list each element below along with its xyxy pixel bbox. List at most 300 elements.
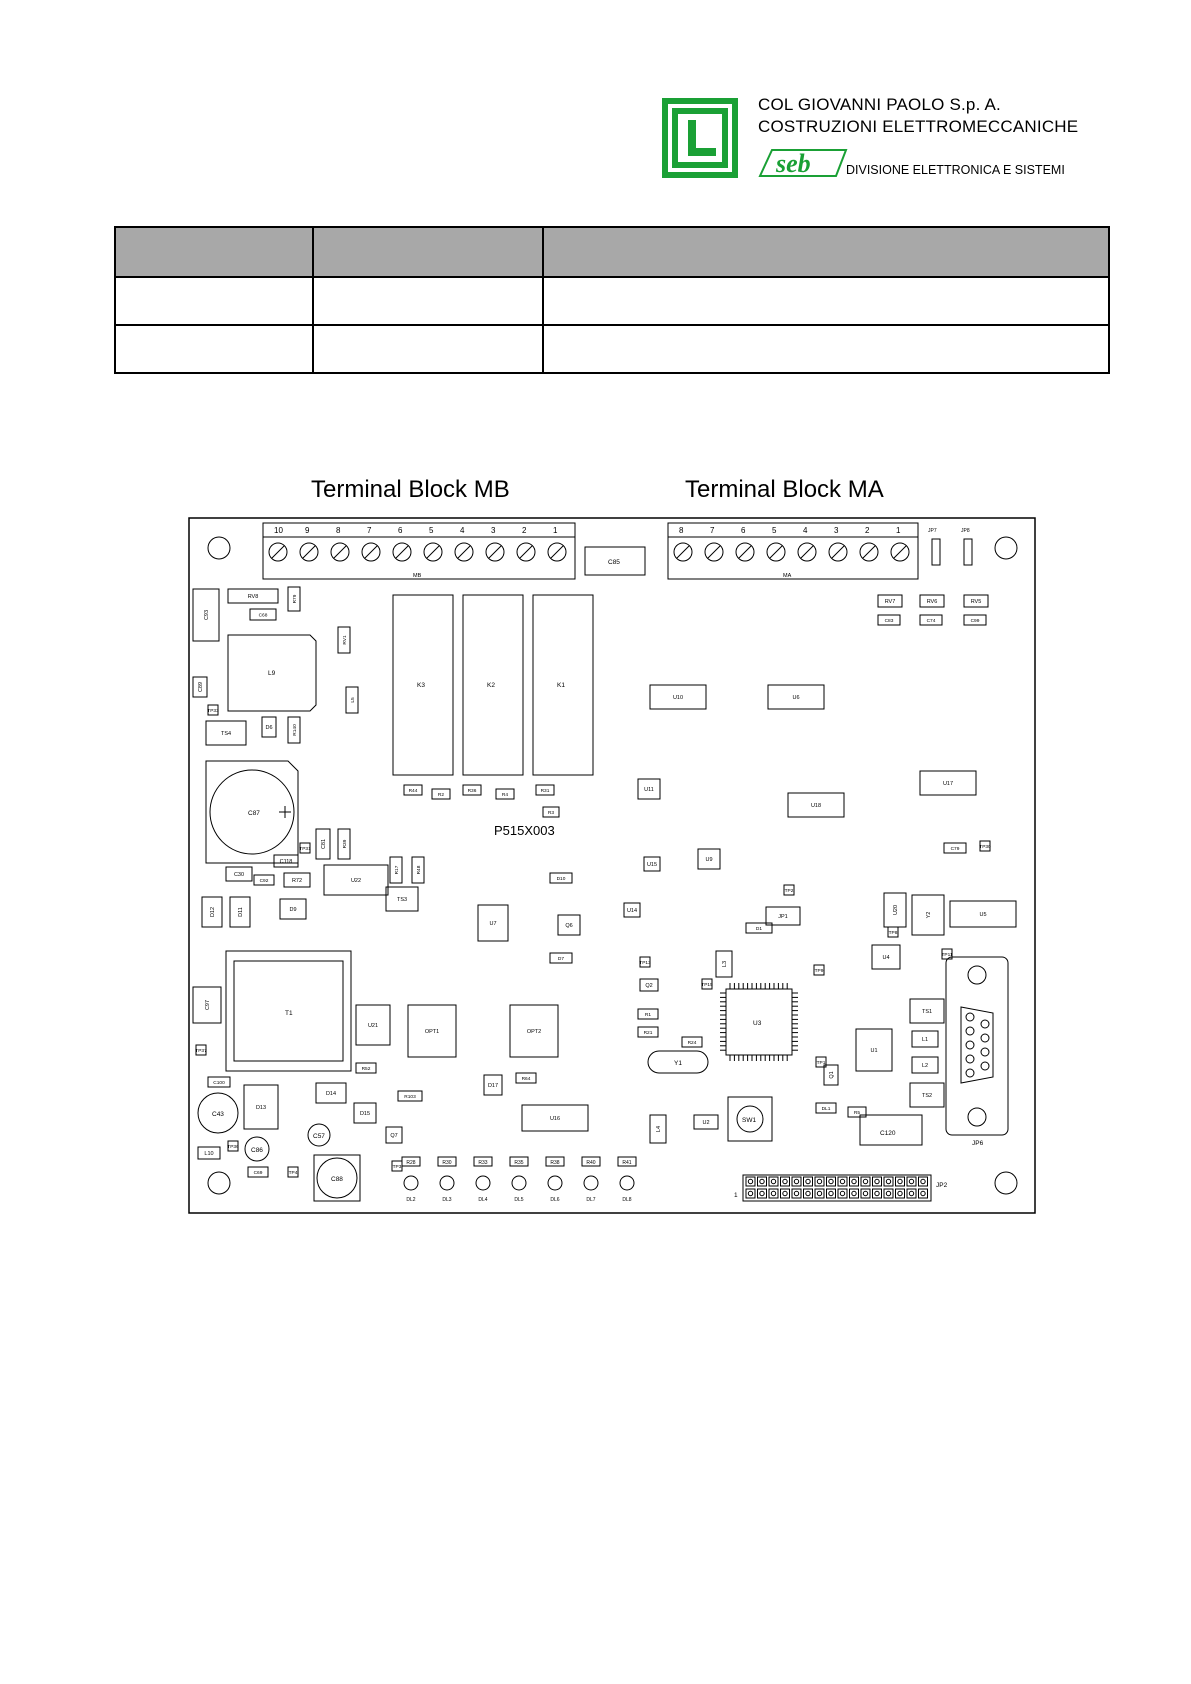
component-r3 bbox=[543, 807, 559, 817]
jp2-pin-hole bbox=[794, 1191, 798, 1195]
ma-terminal-number: 2 bbox=[865, 526, 870, 535]
label-r35: R35 bbox=[514, 1160, 524, 1166]
component-r64 bbox=[516, 1073, 536, 1083]
mb-screw bbox=[517, 543, 535, 561]
mounting-hole bbox=[995, 537, 1017, 559]
ma-screw bbox=[798, 543, 816, 561]
seb-logo-text: seb bbox=[776, 149, 811, 178]
label-r2: R2 bbox=[437, 793, 445, 798]
label-ts4: TS4 bbox=[220, 731, 232, 737]
component-c97 bbox=[193, 987, 221, 1023]
label-tp11: TP11 bbox=[941, 953, 953, 958]
led-dl6 bbox=[548, 1176, 562, 1203]
jp2-pin bbox=[919, 1189, 928, 1198]
terminal-block-mb bbox=[263, 523, 575, 579]
jp2-pin-hole bbox=[909, 1191, 913, 1195]
jp2-pin bbox=[781, 1189, 790, 1198]
label-d15: D15 bbox=[359, 1111, 371, 1117]
component-c74 bbox=[920, 615, 942, 625]
component-c81 bbox=[316, 829, 330, 859]
label-r41: R41 bbox=[622, 1160, 632, 1166]
component-d14 bbox=[316, 1083, 346, 1103]
component-l1 bbox=[912, 1031, 938, 1047]
jp2-pin-hole bbox=[875, 1179, 879, 1183]
label-tp8: TP8 bbox=[888, 931, 898, 936]
component-c99 bbox=[964, 615, 986, 625]
component-l5 bbox=[346, 687, 358, 713]
board-code: P515X003 bbox=[494, 823, 555, 838]
label-dl6: DL6 bbox=[550, 1197, 560, 1203]
component-ts4 bbox=[206, 721, 246, 745]
label-l3: L3 bbox=[722, 960, 728, 968]
cpu-u3 bbox=[720, 983, 798, 1061]
mb-terminal-number: 9 bbox=[305, 526, 310, 535]
label-c97: C97 bbox=[205, 999, 211, 1011]
table-header-row bbox=[115, 227, 1109, 277]
component-u9 bbox=[698, 849, 720, 869]
label-u14: U14 bbox=[626, 908, 638, 914]
component-tp4 bbox=[288, 1167, 298, 1177]
jp2-pin bbox=[873, 1177, 882, 1186]
component-d12 bbox=[202, 897, 222, 927]
component-r38 bbox=[546, 1157, 564, 1166]
table-header-cell bbox=[313, 227, 543, 277]
db9-pin bbox=[966, 1041, 974, 1049]
mb-terminal-number: 5 bbox=[429, 526, 434, 535]
jp2-pin-hole bbox=[806, 1191, 810, 1195]
label-c79: C79 bbox=[950, 847, 960, 852]
label-d6: D6 bbox=[265, 725, 273, 731]
led-dl2 bbox=[404, 1176, 418, 1203]
label-l5: L5 bbox=[351, 697, 356, 703]
label-c43: C43 bbox=[212, 1111, 224, 1118]
led-dl4 bbox=[476, 1176, 490, 1203]
label-jp6: JP6 bbox=[972, 1140, 984, 1147]
label-q2: Q2 bbox=[645, 983, 653, 989]
label-r36: R36 bbox=[467, 789, 477, 794]
component-r28 bbox=[402, 1157, 420, 1166]
component-u2 bbox=[694, 1115, 718, 1129]
label-r24: R24 bbox=[687, 1041, 697, 1046]
label-d10: D10 bbox=[556, 877, 566, 882]
label-d11: D11 bbox=[238, 907, 244, 917]
pin-header-jp2 bbox=[734, 1175, 948, 1201]
label-l4: L4 bbox=[656, 1125, 662, 1133]
component-rv6 bbox=[920, 595, 944, 607]
jp2-pin bbox=[815, 1189, 824, 1198]
label-dl2: DL2 bbox=[406, 1197, 416, 1203]
label-dl8: DL8 bbox=[622, 1197, 632, 1203]
label-dl3: DL3 bbox=[442, 1197, 452, 1203]
mb-screw bbox=[393, 543, 411, 561]
ma-terminal-number: 5 bbox=[772, 526, 777, 535]
jp2-pin bbox=[896, 1177, 905, 1186]
capacitor-c88 bbox=[314, 1155, 360, 1201]
label-d1: D1 bbox=[755, 927, 763, 932]
label-r44: R44 bbox=[408, 789, 418, 794]
component-tp2 bbox=[784, 885, 794, 895]
label-tp37: TP37 bbox=[195, 1049, 207, 1054]
table-cell bbox=[313, 277, 543, 325]
label-opt2: OPT2 bbox=[526, 1029, 542, 1035]
label-c86: C86 bbox=[251, 1147, 263, 1154]
label-r21: R21 bbox=[643, 1031, 653, 1036]
jp2-pin-hole bbox=[875, 1191, 879, 1195]
mb-terminal-number: 4 bbox=[460, 526, 465, 535]
ma-screw bbox=[891, 543, 909, 561]
jp2-pin-hole bbox=[863, 1179, 867, 1183]
capacitor-c86 bbox=[245, 1137, 269, 1161]
jp2-pin bbox=[861, 1189, 870, 1198]
component-c83 bbox=[878, 615, 900, 625]
mb-terminal-number: 6 bbox=[398, 526, 403, 535]
jp2-pin bbox=[827, 1177, 836, 1186]
label-u1: U1 bbox=[870, 1048, 878, 1054]
db9-pin bbox=[966, 1069, 974, 1077]
component-rv8 bbox=[228, 589, 278, 603]
component-r17 bbox=[390, 857, 402, 883]
component-tp3 bbox=[392, 1161, 402, 1171]
label-c99: C99 bbox=[970, 619, 980, 624]
table-cell bbox=[313, 325, 543, 373]
component-tp36 bbox=[227, 1141, 239, 1151]
component-r140 bbox=[288, 717, 300, 743]
label-r5: R5 bbox=[853, 1111, 861, 1116]
component-y2 bbox=[912, 895, 944, 935]
jp2-pin bbox=[907, 1177, 916, 1186]
component-u22 bbox=[324, 865, 388, 895]
component-d11 bbox=[230, 897, 250, 927]
component-d6 bbox=[262, 717, 276, 737]
component-u17 bbox=[920, 771, 976, 795]
label-r79: R79 bbox=[293, 594, 298, 604]
label-jp1: JP1 bbox=[778, 914, 788, 920]
component-tp15 bbox=[701, 979, 713, 989]
label-u3: U3 bbox=[753, 1020, 762, 1027]
jp2-pin-hole bbox=[886, 1179, 890, 1183]
component-r21 bbox=[638, 1027, 658, 1037]
label-r30: R30 bbox=[442, 1160, 452, 1166]
relay-k1 bbox=[533, 595, 593, 775]
label-rv1: RV1 bbox=[343, 635, 348, 645]
component-r4 bbox=[496, 789, 514, 799]
component-u7 bbox=[478, 905, 508, 941]
label-u11: U11 bbox=[644, 787, 654, 793]
component-ts2 bbox=[910, 1083, 944, 1107]
label-u18: U18 bbox=[810, 803, 822, 809]
jp2-pin-hole bbox=[909, 1179, 913, 1183]
label-rv8: RV8 bbox=[247, 594, 259, 600]
component-d9 bbox=[280, 899, 306, 919]
label-c87: C87 bbox=[248, 810, 260, 817]
label-r31: R31 bbox=[540, 789, 550, 794]
component-u15 bbox=[644, 857, 660, 871]
mb-screw bbox=[548, 543, 566, 561]
component-c68 bbox=[250, 609, 276, 620]
jp2-pin-hole bbox=[852, 1191, 856, 1195]
component-r2 bbox=[432, 789, 450, 799]
ma-terminal-number: 6 bbox=[741, 526, 746, 535]
relay-k3 bbox=[393, 595, 453, 775]
mb-screw bbox=[300, 543, 318, 561]
mb-terminal-number: 3 bbox=[491, 526, 496, 535]
jp2-pin bbox=[919, 1177, 928, 1186]
label-u10: U10 bbox=[672, 695, 684, 701]
jp2-pin-hole bbox=[771, 1179, 775, 1183]
db9-pin bbox=[966, 1013, 974, 1021]
component-jp1 bbox=[766, 907, 800, 925]
mb-screw bbox=[486, 543, 504, 561]
ma-terminal-number: 4 bbox=[803, 526, 808, 535]
label-rv6: RV6 bbox=[926, 599, 938, 605]
jp2-pin bbox=[850, 1177, 859, 1186]
label-tp31: TP31 bbox=[299, 847, 311, 852]
component-d15 bbox=[354, 1103, 376, 1123]
component-r39 bbox=[338, 829, 350, 859]
component-r35 bbox=[510, 1157, 528, 1166]
label-tp13: TP13 bbox=[639, 961, 651, 966]
crystal-y1 bbox=[648, 1051, 708, 1073]
component-tp13 bbox=[639, 957, 651, 967]
label-c100: C100 bbox=[213, 1081, 225, 1086]
label-t1: T1 bbox=[285, 1010, 293, 1017]
table-cell bbox=[115, 277, 313, 325]
jp2-pin-hole bbox=[921, 1191, 925, 1195]
label-jp2-pin1: 1 bbox=[734, 1192, 738, 1199]
board-outline bbox=[189, 518, 1035, 1213]
company-name bbox=[758, 94, 1078, 138]
ma-tag: MA bbox=[783, 573, 792, 579]
jp2-pin bbox=[769, 1189, 778, 1198]
component-ts1 bbox=[910, 999, 944, 1023]
label-c118: C118 bbox=[279, 859, 293, 865]
label-r28: R28 bbox=[406, 1160, 416, 1166]
jp2-pin bbox=[804, 1177, 813, 1186]
jp2-pin-hole bbox=[898, 1191, 902, 1195]
mb-terminal-number: 8 bbox=[336, 526, 341, 535]
label-ts1: TS1 bbox=[921, 1009, 933, 1015]
jp2-pin-hole bbox=[748, 1191, 752, 1195]
component-ts3 bbox=[386, 887, 418, 911]
jp2-pin-hole bbox=[840, 1191, 844, 1195]
label-k1: K1 bbox=[557, 682, 565, 689]
label-y1: Y1 bbox=[674, 1060, 682, 1067]
jp2-pin-hole bbox=[863, 1191, 867, 1195]
component-r40 bbox=[582, 1157, 600, 1166]
mounting-hole bbox=[208, 1172, 230, 1194]
jp2-pin bbox=[907, 1189, 916, 1198]
component-r31 bbox=[536, 785, 554, 795]
component-r48 bbox=[412, 857, 424, 883]
component-u21 bbox=[356, 1005, 390, 1045]
capacitor-c87 bbox=[206, 761, 298, 863]
label-ts2: TS2 bbox=[921, 1093, 933, 1099]
component-l4 bbox=[650, 1115, 666, 1143]
label-r103: R103 bbox=[404, 1095, 416, 1100]
label-tp15: TP15 bbox=[701, 983, 713, 988]
jp2-pin bbox=[792, 1189, 801, 1198]
mb-screw bbox=[269, 543, 287, 561]
led-dl5 bbox=[512, 1176, 526, 1203]
jumper-jp7 bbox=[932, 539, 940, 565]
jp2-pin bbox=[804, 1189, 813, 1198]
label-d13: D13 bbox=[255, 1105, 267, 1111]
component-r33 bbox=[474, 1157, 492, 1166]
company-line-2: COSTRUZIONI ELETTROMECCANICHE bbox=[758, 117, 1079, 136]
jp2-pin-hole bbox=[817, 1191, 821, 1195]
jp2-pin bbox=[746, 1177, 755, 1186]
label-k2: K2 bbox=[487, 682, 495, 689]
terminal-block-ma-label: Terminal Block MA bbox=[685, 476, 884, 503]
label-q7: Q7 bbox=[390, 1133, 398, 1139]
component-opt2 bbox=[510, 1005, 558, 1057]
ma-screw bbox=[705, 543, 723, 561]
component-opt1 bbox=[408, 1005, 456, 1057]
jp2-pin-hole bbox=[748, 1179, 752, 1183]
label-jp2: JP2 bbox=[936, 1182, 948, 1189]
ma-screw bbox=[736, 543, 754, 561]
component-r44 bbox=[404, 785, 422, 795]
label-tp2: TP2 bbox=[784, 889, 794, 894]
jp2-pin-hole bbox=[783, 1179, 787, 1183]
label-c68: C68 bbox=[258, 613, 268, 619]
table-cell bbox=[115, 325, 313, 373]
mb-terminal-number: 1 bbox=[553, 526, 558, 535]
jp2-pin bbox=[838, 1177, 847, 1186]
component-d17 bbox=[484, 1075, 502, 1095]
label-u7: U7 bbox=[489, 921, 497, 927]
component-c79 bbox=[944, 843, 966, 853]
jp2-pin-hole bbox=[817, 1179, 821, 1183]
component-r41 bbox=[618, 1157, 636, 1166]
label-l9: L9 bbox=[268, 670, 276, 677]
label-c81: C81 bbox=[321, 838, 327, 850]
led-dl7 bbox=[584, 1176, 598, 1203]
switch-sw1 bbox=[728, 1097, 772, 1141]
component-u16 bbox=[522, 1105, 588, 1131]
jumper-jp8 bbox=[964, 539, 972, 565]
jp2-pin-hole bbox=[760, 1191, 764, 1195]
ma-screw bbox=[860, 543, 878, 561]
component-l10 bbox=[198, 1147, 220, 1159]
component-u20 bbox=[884, 893, 906, 927]
component-rv7 bbox=[878, 595, 902, 607]
table-cell bbox=[543, 325, 1109, 373]
component-u6 bbox=[768, 685, 824, 709]
component-r36 bbox=[463, 785, 481, 795]
ma-screw bbox=[674, 543, 692, 561]
label-sw1: SW1 bbox=[742, 1117, 757, 1124]
label-c88: C88 bbox=[331, 1176, 343, 1183]
connector-jp6 bbox=[946, 957, 1008, 1147]
label-r40: R40 bbox=[586, 1160, 596, 1166]
component-q7 bbox=[386, 1127, 402, 1143]
jp2-pin bbox=[850, 1189, 859, 1198]
jp2-pin bbox=[873, 1189, 882, 1198]
jp2-pin bbox=[758, 1177, 767, 1186]
label-tp1: TP1 bbox=[816, 1061, 826, 1066]
jp2-pin-hole bbox=[852, 1179, 856, 1183]
table-header-cell bbox=[543, 227, 1109, 277]
label-c89: C89 bbox=[198, 681, 204, 693]
label-r3: R3 bbox=[547, 811, 555, 816]
jp2-pin bbox=[896, 1189, 905, 1198]
label-ts3: TS3 bbox=[396, 897, 408, 903]
mb-terminal-number: 10 bbox=[274, 526, 283, 535]
label-l1: L1 bbox=[921, 1037, 929, 1043]
db9-pin bbox=[966, 1027, 974, 1035]
label-rv5: RV5 bbox=[970, 599, 982, 605]
jp2-pin bbox=[815, 1177, 824, 1186]
component-tp33 bbox=[207, 705, 219, 715]
label-r33: R33 bbox=[478, 1160, 488, 1166]
table-header-cell bbox=[115, 227, 313, 277]
terminal-block-mb-label: Terminal Block MB bbox=[311, 476, 510, 503]
label-u6: U6 bbox=[792, 695, 800, 701]
cgp-logo-mark bbox=[662, 98, 738, 178]
component-r24 bbox=[682, 1037, 702, 1047]
table-row bbox=[115, 277, 1109, 325]
component-c118 bbox=[274, 855, 298, 867]
db9-pin bbox=[981, 1020, 989, 1028]
label-u20: U20 bbox=[893, 904, 899, 916]
jp2-pin bbox=[746, 1189, 755, 1198]
label-u2: U2 bbox=[702, 1120, 710, 1126]
component-tp11 bbox=[941, 949, 952, 959]
ma-terminal-number: 7 bbox=[710, 526, 715, 535]
label-d7: D7 bbox=[557, 957, 565, 962]
seb-logo bbox=[760, 149, 846, 178]
label-r39: R39 bbox=[343, 839, 348, 849]
transformer-t1 bbox=[226, 951, 351, 1071]
db9-pin bbox=[981, 1048, 989, 1056]
jp2-pin bbox=[884, 1189, 893, 1198]
jp2-pin-hole bbox=[806, 1179, 810, 1183]
jp2-pin bbox=[884, 1177, 893, 1186]
label-dl4: DL4 bbox=[478, 1197, 488, 1203]
label-rv7: RV7 bbox=[884, 599, 896, 605]
mb-terminal-number: 7 bbox=[367, 526, 372, 535]
label-d14: D14 bbox=[325, 1091, 337, 1097]
label-c83: C83 bbox=[884, 619, 894, 624]
label-d17: D17 bbox=[487, 1083, 499, 1089]
ma-screw bbox=[829, 543, 847, 561]
component-r72 bbox=[284, 873, 310, 887]
label-tp3: TP3 bbox=[392, 1165, 402, 1170]
capacitor-c43 bbox=[198, 1093, 238, 1133]
label-jp7: JP7 bbox=[928, 528, 937, 534]
component-tp31 bbox=[299, 843, 311, 853]
label-l10: L10 bbox=[204, 1151, 214, 1157]
component-q6 bbox=[558, 915, 580, 935]
label-jp8: JP8 bbox=[961, 528, 970, 534]
component-l2 bbox=[912, 1057, 938, 1073]
label-r38: R38 bbox=[550, 1160, 560, 1166]
mb-tag: MB bbox=[413, 573, 422, 579]
label-tp30: TP30 bbox=[979, 845, 991, 850]
label-c57: C57 bbox=[313, 1133, 325, 1140]
jp2-pin-hole bbox=[829, 1179, 833, 1183]
table-row bbox=[115, 325, 1109, 373]
label-c120: C120 bbox=[880, 1130, 896, 1137]
label-r4: R4 bbox=[501, 793, 509, 798]
label-dl7: DL7 bbox=[586, 1197, 596, 1203]
component-d13 bbox=[244, 1085, 278, 1129]
capacitor-c120 bbox=[860, 1115, 922, 1145]
jp2-pin-hole bbox=[794, 1179, 798, 1183]
component-r79 bbox=[288, 587, 300, 611]
label-dl5: DL5 bbox=[514, 1197, 524, 1203]
